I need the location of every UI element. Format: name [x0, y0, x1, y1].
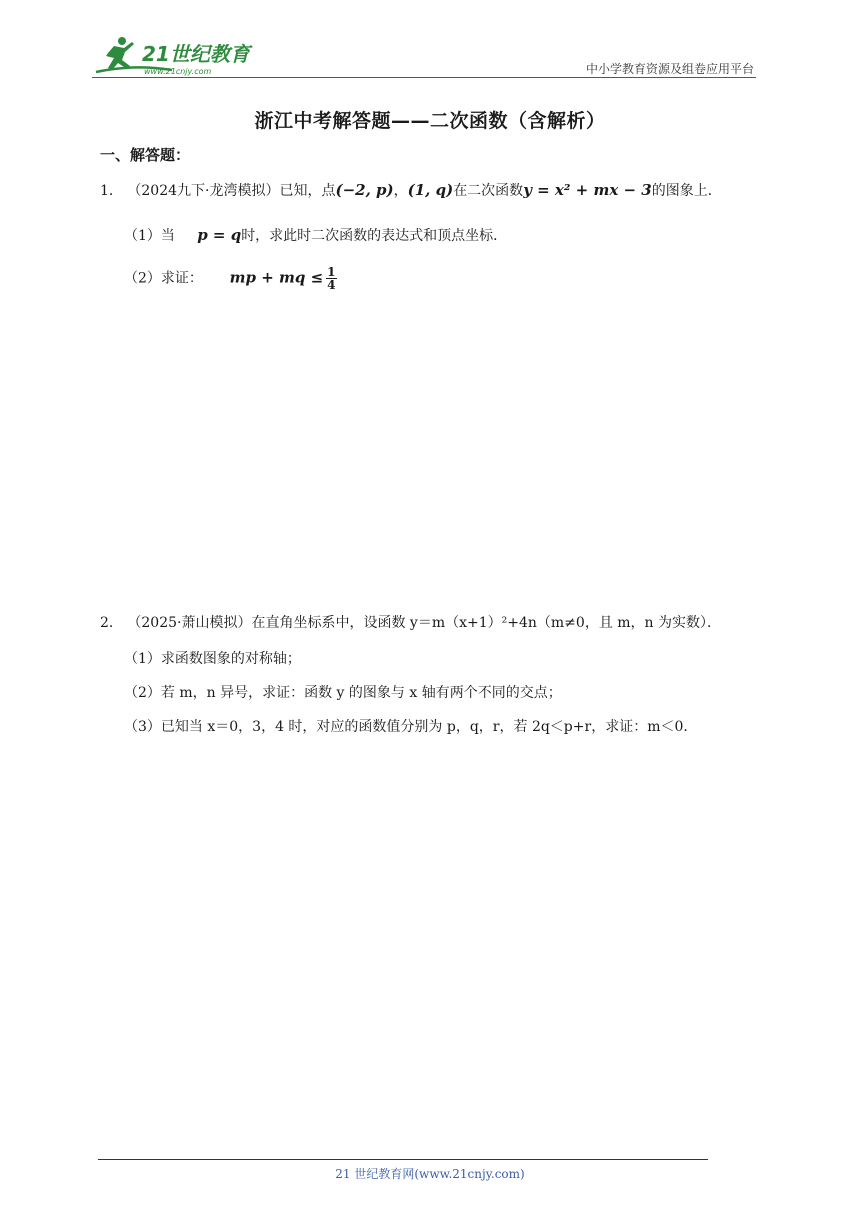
question-number: 2．	[100, 615, 123, 631]
header-divider	[92, 77, 756, 78]
question-1: 1． （2024九下·龙湾模拟）已知，点(−2, p)，(1, q)在二次函数y = x² + mx − 3的图象上．	[100, 181, 722, 199]
footer-link[interactable]: 21 世纪教育网(www.21cnjy.com)	[335, 1167, 525, 1181]
question-1-part-2: （2）求证： mp + mq ≤ $\frac{1}{4}$	[124, 265, 336, 292]
question-2: 2． （2025·萧山模拟）在直角坐标系中，设函数 y＝m（x+1）²+4n（m≠0，且 m，n 为实数）．	[100, 615, 722, 631]
math-inequality: mp + mq ≤	[229, 268, 324, 287]
question-number: 1．	[100, 183, 123, 199]
question-source: （2024九下·龙湾模拟）	[127, 183, 280, 199]
question-1-part-1: （1）当 p = q时，求此时二次函数的表达式和顶点坐标．	[124, 226, 508, 244]
question-2-part-3: （3）已知当 x＝0，3，4 时，对应的函数值分别为 p，q，r，若 2q＜p+r，求证：m＜0．	[124, 719, 698, 735]
section-heading: 一、解答题：	[100, 146, 191, 164]
page-title: 浙江中考解答题——二次函数（含解析）	[254, 110, 606, 132]
math-point-1: (−2, p)	[335, 181, 394, 199]
question-source: （2025·萧山模拟）	[127, 615, 252, 631]
math-point-2: (1, q)	[407, 181, 454, 199]
question-2-part-2: （2）若 m，n 异号，求证：函数 y 的图象与 x 轴有两个不同的交点；	[124, 685, 562, 701]
question-2-part-1: （1）求函数图象的对称轴；	[124, 651, 301, 667]
logo-url: www.21cnjy.com	[144, 67, 212, 76]
math-condition: p = q	[197, 226, 242, 244]
math-fraction: $\frac{1}{4}$	[327, 265, 336, 292]
header-platform-name: 中小学教育资源及组卷应用平台	[585, 62, 754, 76]
footer-divider	[98, 1159, 708, 1160]
logo-text: 21世纪教育	[142, 42, 250, 66]
site-logo	[92, 34, 262, 78]
math-function: y = x² + mx − 3	[523, 181, 652, 199]
